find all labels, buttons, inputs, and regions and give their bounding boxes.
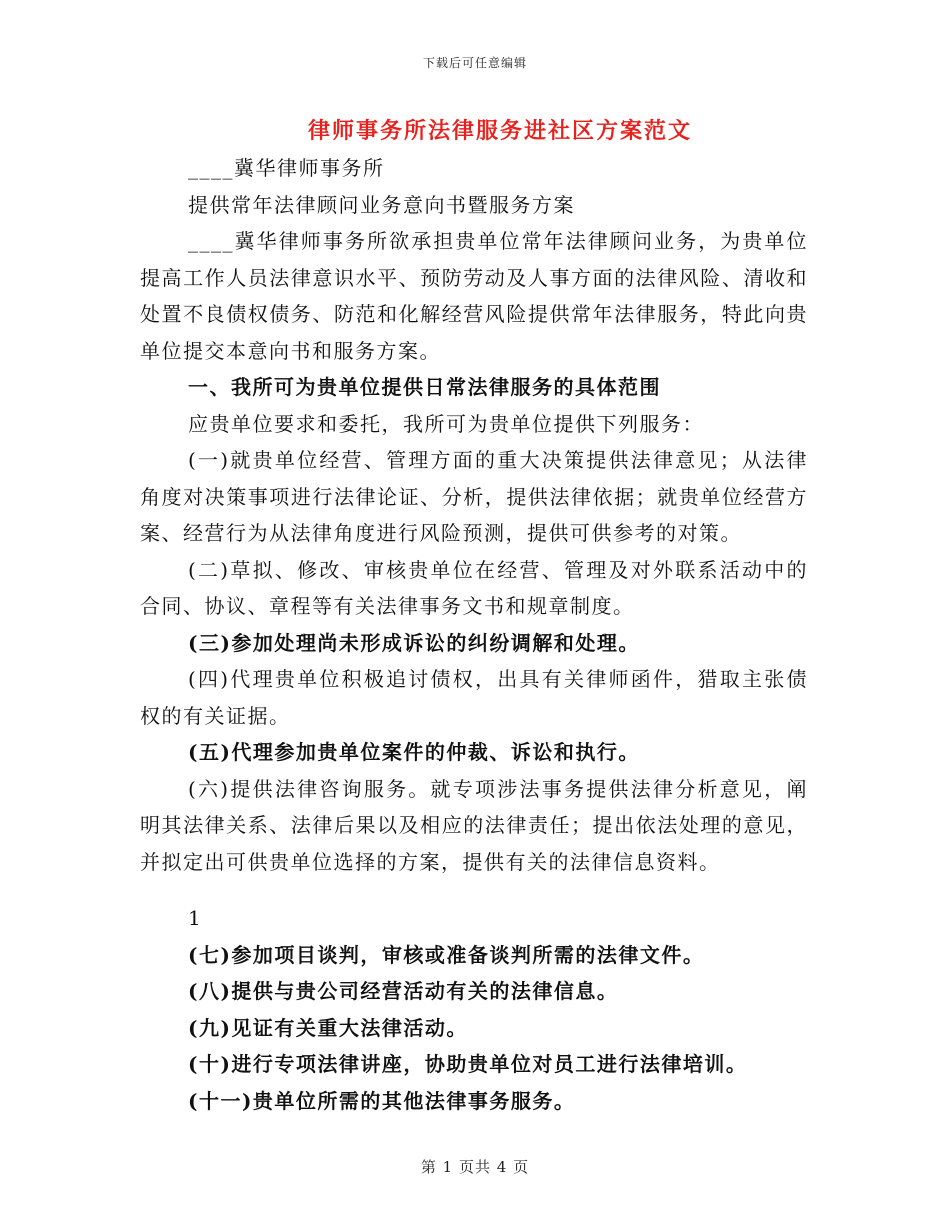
service-item-1: (一)就贵单位经营、管理方面的重大决策提供法律意见；从法律角度对决策事项进行法律论证、分析，提供法律依据；就贵单位经营方案、经营行为从法律角度进行风险预测，提供可供参考的对策。 (140, 448, 808, 545)
page-marker: 1 (188, 906, 201, 930)
section-heading: 一、我所可为贵单位提供日常法律服务的具体范围 (188, 375, 661, 399)
service-item-8: (八)提供与贵公司经营活动有关的法律信息。 (188, 979, 619, 1003)
section-intro: 应贵单位要求和委托，我所可为贵单位提供下列服务： (188, 411, 704, 436)
service-item-5: (五)代理参加贵单位案件的仲裁、诉讼和执行。 (188, 740, 640, 764)
page-footer: 第 1 页共 4 页 (420, 1158, 530, 1176)
header-note: 下载后可任意编辑 (422, 56, 527, 70)
service-item-3: (三)参加处理尚未形成诉讼的纠纷调解和处理。 (188, 630, 640, 655)
service-item-7: (七)参加项目谈判，审核或准备谈判所需的法律文件。 (188, 942, 705, 967)
intro-paragraph: ____冀华律师事务所欲承担贵单位常年法律顾问业务，为贵单位提高工作人员法律意识水平、预防劳动及人事方面的法律风险、清收和处置不良债权债务、防范和化解经营风险提供常年法律服务，特此向贵单位提交本意向书和服务方案。 (140, 229, 808, 363)
document-title: 律师事务所法律服务进社区方案范文 (307, 118, 692, 144)
service-item-4: (四)代理贵单位积极追讨债权，出具有关律师函件，猎取主张债权的有关证据。 (140, 667, 808, 728)
service-item-9: (九)见证有关重大法律活动。 (188, 1015, 468, 1040)
service-item-11: (十一)贵单位所需的其他法律事务服务。 (188, 1088, 576, 1113)
document-body (140, 150, 808, 1119)
service-item-6: (六)提供法律咨询服务。就专项涉法事务提供法律分析意见，阐明其法律关系、法律后果以及相应的法律责任；提出依法处理的意见，并拟定出可供贵单位选择的方案，提供有关的法律信息资料。 (140, 776, 808, 874)
service-item-10: (十)进行专项法律讲座，协助贵单位对员工进行法律培训。 (188, 1052, 748, 1076)
law-firm-name: ____冀华律师事务所 (188, 156, 385, 180)
service-item-2: (二)草拟、修改、审核贵单位在经营、管理及对外联系活动中的合同、协议、章程等有关法律事务文书和规章制度。 (140, 557, 808, 618)
proposal-subtitle: 提供常年法律顾问业务意向书暨服务方案 (188, 192, 575, 217)
